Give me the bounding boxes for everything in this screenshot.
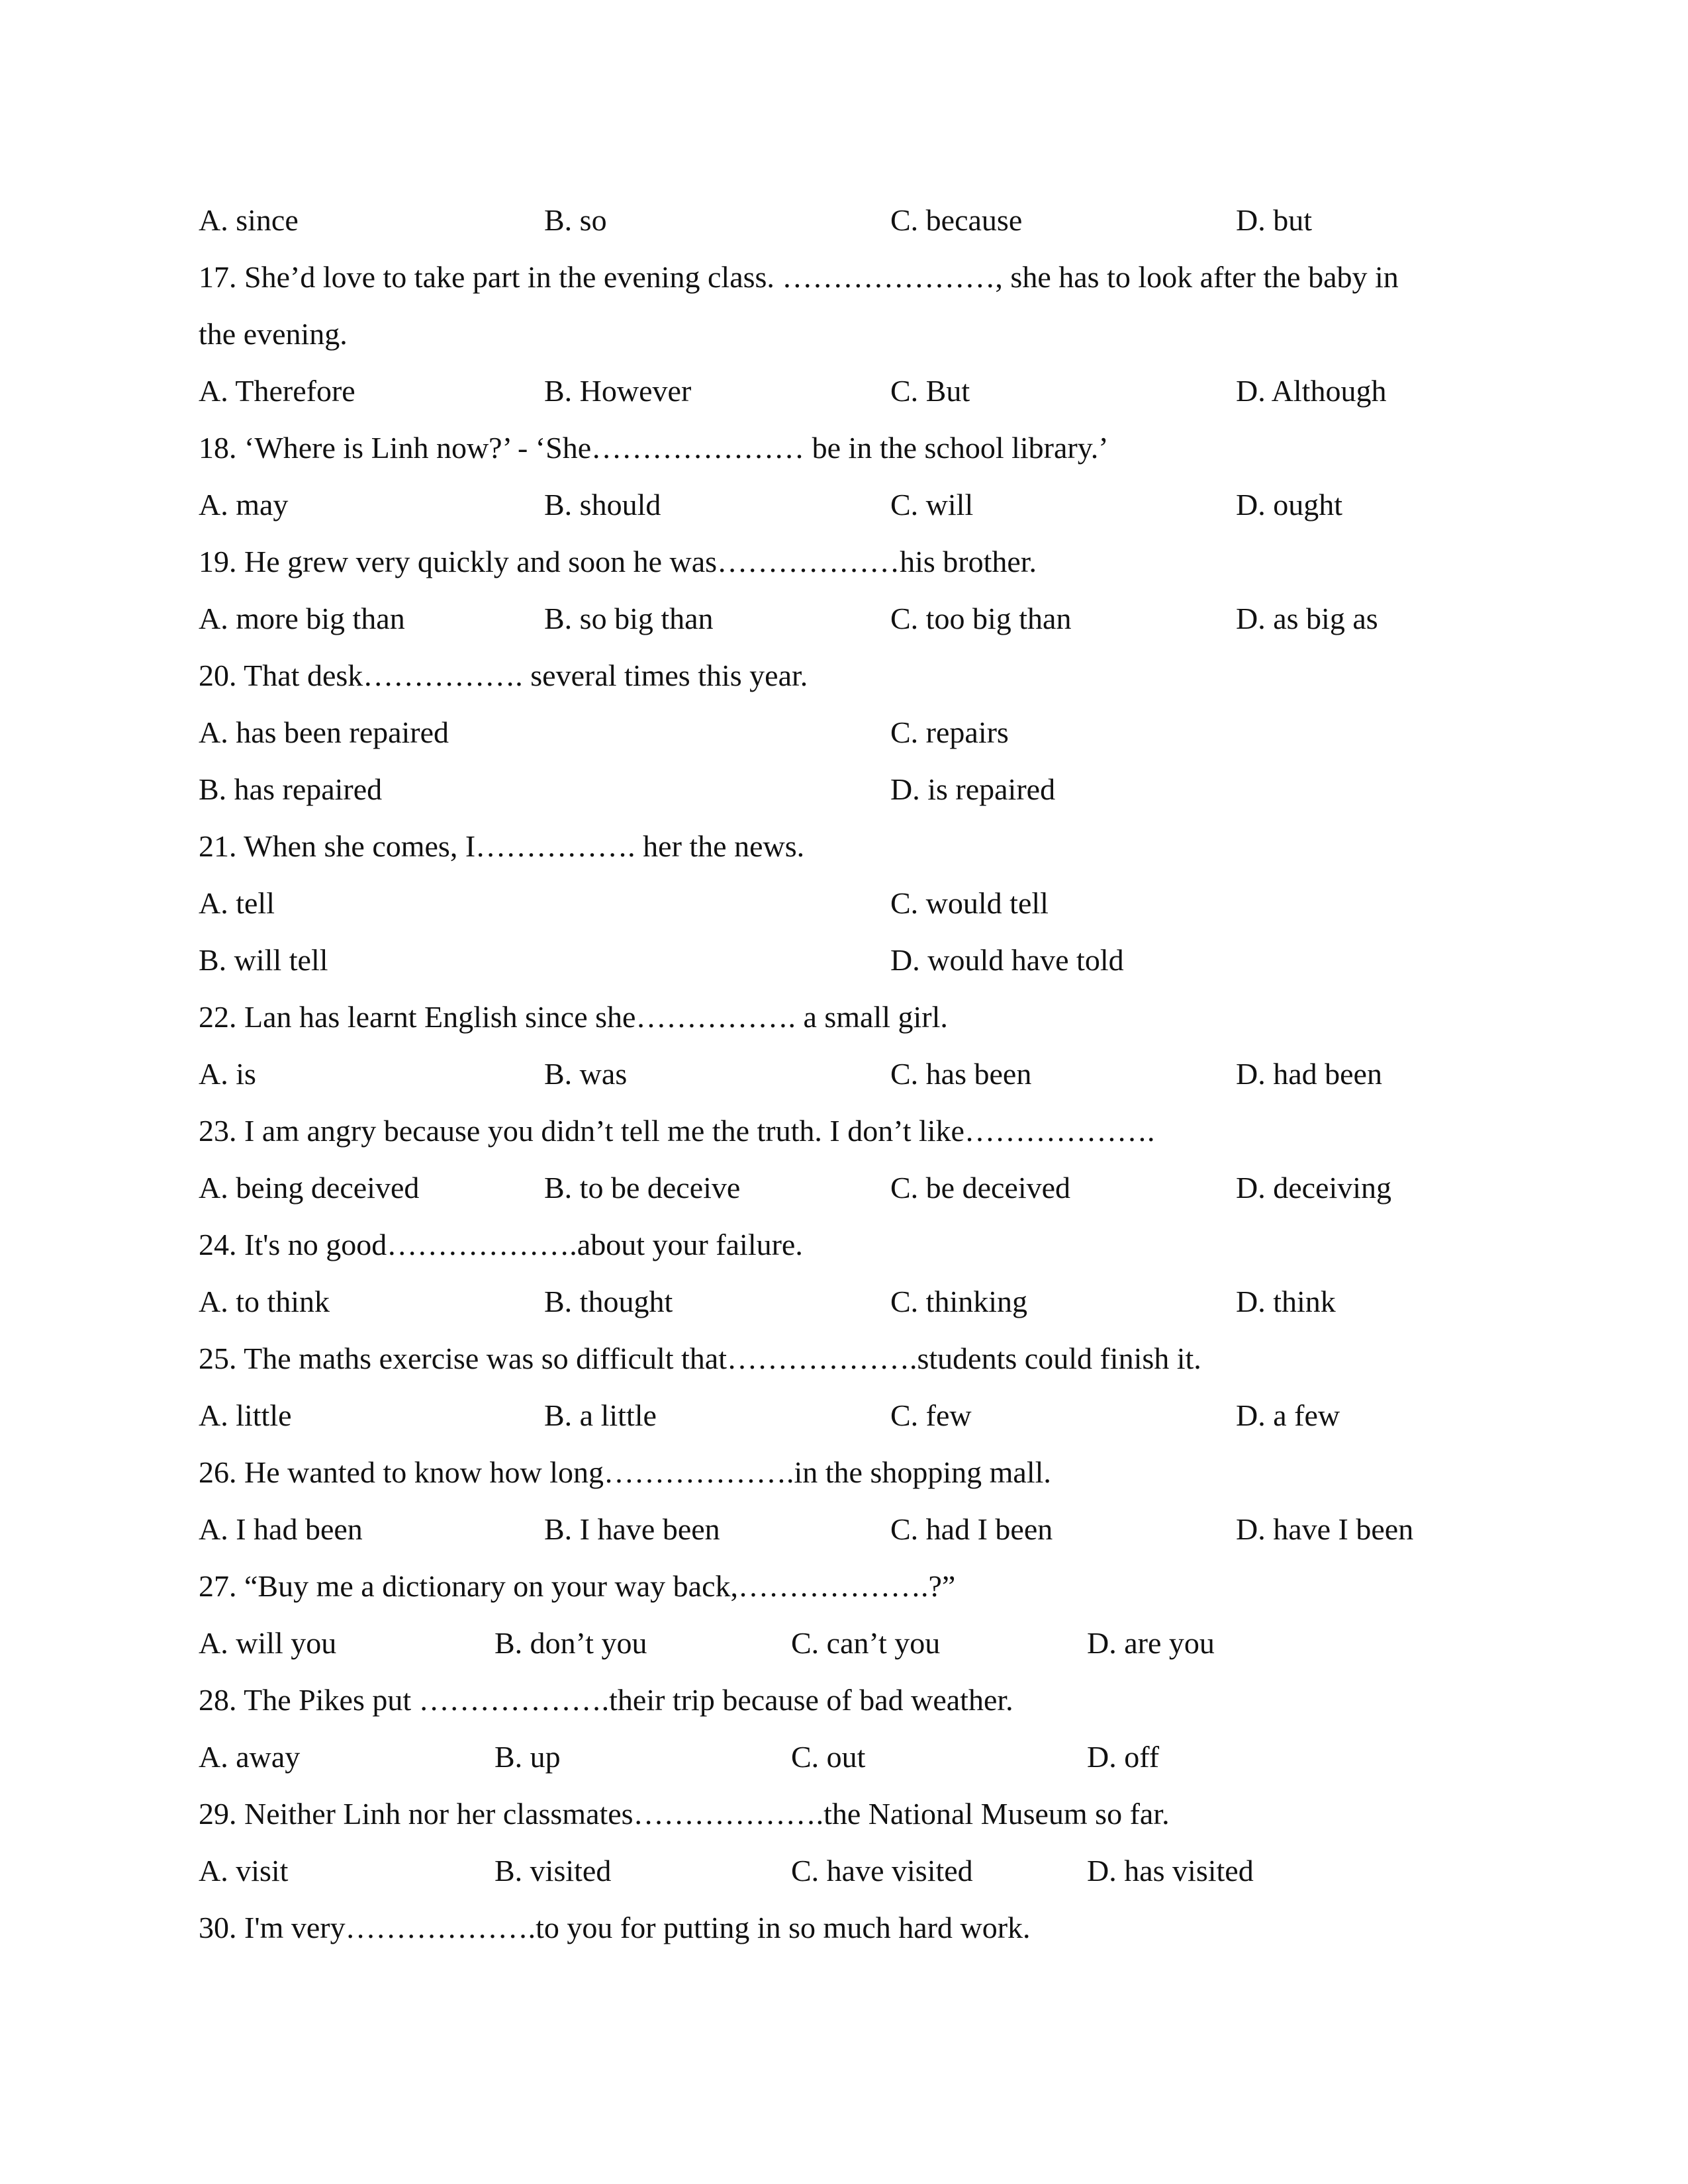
q25-option-b: B. a little <box>544 1398 657 1432</box>
q21-option-b: B. will tell <box>199 943 328 977</box>
q18-question <box>199 420 1509 477</box>
q29-option-a: A. visit <box>199 1854 289 1888</box>
q28-option-b: B. up <box>494 1740 561 1774</box>
q29-option-d: D. has visited <box>1087 1854 1254 1888</box>
q30-text: 30. I'm very……………….to you for putting in so much hard work. <box>199 1911 1031 1944</box>
q22-text: 22. Lan has learnt English since she……………. a small girl. <box>199 1000 948 1034</box>
q23-option-a: A. being deceived <box>199 1171 420 1205</box>
q23-text: 23. I am angry because you didn’t tell me the truth. I don’t like………………. <box>199 1114 1155 1148</box>
q20-options-row1 <box>199 704 1509 761</box>
q27-options <box>199 1615 1509 1672</box>
q26-option-a: A. I had been <box>199 1512 363 1546</box>
q26-question <box>199 1444 1509 1501</box>
q21-options-row2 <box>199 932 1509 989</box>
q28-option-a: A. away <box>199 1740 301 1774</box>
q29-question <box>199 1786 1509 1843</box>
q28-question <box>199 1672 1509 1729</box>
q26-option-c: C. had I been <box>890 1512 1053 1546</box>
q18-option-b: B. should <box>544 488 661 522</box>
q21-question <box>199 818 1509 875</box>
q17-option-d: D. Although <box>1236 374 1387 408</box>
q23-option-d: D. deceiving <box>1236 1171 1392 1205</box>
q24-option-b: B. thought <box>544 1285 673 1318</box>
q23-option-b: B. to be deceive <box>544 1171 741 1205</box>
q17-question-line1 <box>199 249 1509 306</box>
q24-question <box>199 1216 1509 1273</box>
q29-options <box>199 1843 1509 1899</box>
q20-option-a: A. has been repaired <box>199 715 449 749</box>
q27-option-b: B. don’t you <box>494 1626 647 1660</box>
q16-option-a: A. since <box>199 203 299 237</box>
q19-option-c: C. too big than <box>890 602 1072 635</box>
q19-question <box>199 533 1509 590</box>
q29-option-c: C. have visited <box>791 1854 973 1888</box>
q18-option-c: C. will <box>890 488 974 522</box>
q19-option-d: D. as big as <box>1236 602 1378 635</box>
q25-question <box>199 1330 1509 1387</box>
q17-options <box>199 363 1509 420</box>
q22-option-a: A. is <box>199 1057 256 1091</box>
q22-options <box>199 1046 1509 1103</box>
q16-options <box>199 192 1509 249</box>
q19-option-a: A. more big than <box>199 602 405 635</box>
q20-option-b: B. has repaired <box>199 772 383 806</box>
q17-question-line2 <box>199 306 1509 363</box>
q27-question <box>199 1558 1509 1615</box>
q21-options-row1 <box>199 875 1509 932</box>
q21-option-d: D. would have told <box>890 943 1124 977</box>
q27-text: 27. “Buy me a dictionary on your way back,……………….?” <box>199 1569 956 1603</box>
q25-option-d: D. a few <box>1236 1398 1340 1432</box>
q25-option-c: C. few <box>890 1398 972 1432</box>
q23-option-c: C. be deceived <box>890 1171 1071 1205</box>
q21-text: 21. When she comes, I……………. her the news. <box>199 829 805 863</box>
q16-option-b: B. so <box>544 203 607 237</box>
q25-options <box>199 1387 1509 1444</box>
q25-text: 25. The maths exercise was so difficult that……………….students could finish it. <box>199 1342 1201 1375</box>
q18-option-d: D. ought <box>1236 488 1342 522</box>
q26-option-d: D. have I been <box>1236 1512 1414 1546</box>
q22-question <box>199 989 1509 1046</box>
q28-text: 28. The Pikes put ……………….their trip because of bad weather. <box>199 1683 1013 1717</box>
q27-option-c: C. can’t you <box>791 1626 941 1660</box>
q24-text: 24. It's no good……………….about your failure. <box>199 1228 803 1261</box>
q30-question <box>199 1899 1509 1956</box>
q18-option-a: A. may <box>199 488 289 522</box>
q20-options-row2 <box>199 761 1509 818</box>
q18-options <box>199 477 1509 533</box>
q18-text: 18. ‘Where is Linh now?’ - ‘She………………… be in the school library.’ <box>199 431 1109 465</box>
q28-options <box>199 1729 1509 1786</box>
q17-text-line1: 17. She’d love to take part in the evening class. …………………, she has to look after the baby in <box>199 260 1399 294</box>
q26-text: 26. He wanted to know how long……………….in the shopping mall. <box>199 1455 1051 1489</box>
q24-option-a: A. to think <box>199 1285 330 1318</box>
q17-text-line2: the evening. <box>199 317 348 351</box>
q21-option-c: C. would tell <box>890 886 1049 920</box>
q19-options <box>199 590 1509 647</box>
q17-option-c: C. But <box>890 374 970 408</box>
q20-option-c: C. repairs <box>890 715 1009 749</box>
q19-text: 19. He grew very quickly and soon he was………………his brother. <box>199 545 1037 578</box>
q22-option-d: D. had been <box>1236 1057 1382 1091</box>
q22-option-c: C. has been <box>890 1057 1032 1091</box>
q24-option-c: C. thinking <box>890 1285 1028 1318</box>
q27-option-d: D. are you <box>1087 1626 1215 1660</box>
q17-option-a: A. Therefore <box>199 374 355 408</box>
q27-option-a: A. will you <box>199 1626 337 1660</box>
q20-text: 20. That desk……………. several times this year. <box>199 659 808 692</box>
q21-option-a: A. tell <box>199 886 275 920</box>
worksheet-page <box>199 192 1509 1956</box>
q19-option-b: B. so big than <box>544 602 714 635</box>
q20-question <box>199 647 1509 704</box>
q29-text: 29. Neither Linh nor her classmates……………….the National Museum so far. <box>199 1797 1170 1831</box>
q24-option-d: D. think <box>1236 1285 1336 1318</box>
q28-option-c: C. out <box>791 1740 866 1774</box>
q23-options <box>199 1160 1509 1216</box>
q23-question <box>199 1103 1509 1160</box>
q20-option-d: D. is repaired <box>890 772 1056 806</box>
q25-option-a: A. little <box>199 1398 292 1432</box>
q17-option-b: B. However <box>544 374 692 408</box>
q26-option-b: B. I have been <box>544 1512 720 1546</box>
q24-options <box>199 1273 1509 1330</box>
q26-options <box>199 1501 1509 1558</box>
q28-option-d: D. off <box>1087 1740 1160 1774</box>
q22-option-b: B. was <box>544 1057 628 1091</box>
q16-option-c: C. because <box>890 203 1023 237</box>
q29-option-b: B. visited <box>494 1854 612 1888</box>
q16-option-d: D. but <box>1236 203 1312 237</box>
